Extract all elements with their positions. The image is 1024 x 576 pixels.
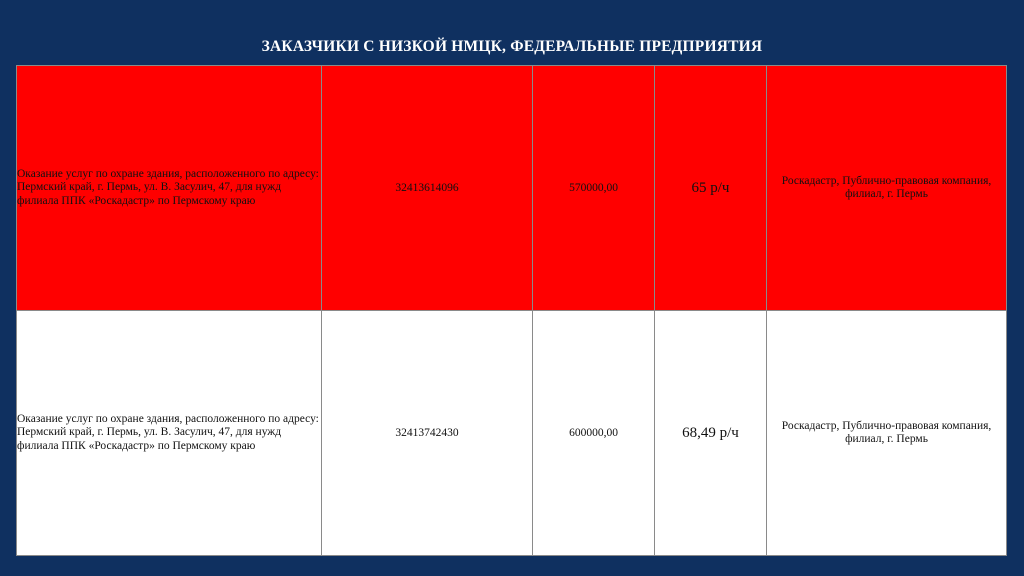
- customer-name: Роскадастр, Публично-правовая компания, филиал, г. Пермь: [767, 66, 1007, 311]
- purchase-number: 32413614096: [322, 66, 533, 311]
- purchase-amount: 570000,00: [533, 66, 655, 311]
- table-row: [17, 66, 1007, 311]
- table-row: [17, 311, 1007, 556]
- purchase-description: Оказание услуг по охране здания, расположенного по адресу: Пермский край, г. Пермь, ул. В. Засулич, 47, для нужд филиала ППК «Роскадастр» по Пермскому краю: [17, 66, 322, 311]
- purchase-amount: 600000,00: [533, 311, 655, 556]
- procurement-table: [16, 65, 1007, 556]
- purchase-description: Оказание услуг по охране здания, расположенного по адресу: Пермский край, г. Пермь, ул. В. Засулич, 47, для нужд филиала ППК «Роскадастр» по Пермскому краю: [17, 311, 322, 556]
- hourly-rate: 65 р/ч: [655, 66, 767, 311]
- purchase-number: 32413742430: [322, 311, 533, 556]
- customer-name: Роскадастр, Публично-правовая компания, филиал, г. Пермь: [767, 311, 1007, 556]
- hourly-rate: 68,49 р/ч: [655, 311, 767, 556]
- slide-title: ЗАКАЗЧИКИ С НИЗКОЙ НМЦК, ФЕДЕРАЛЬНЫЕ ПРЕДПРИЯТИЯ: [261, 38, 763, 55]
